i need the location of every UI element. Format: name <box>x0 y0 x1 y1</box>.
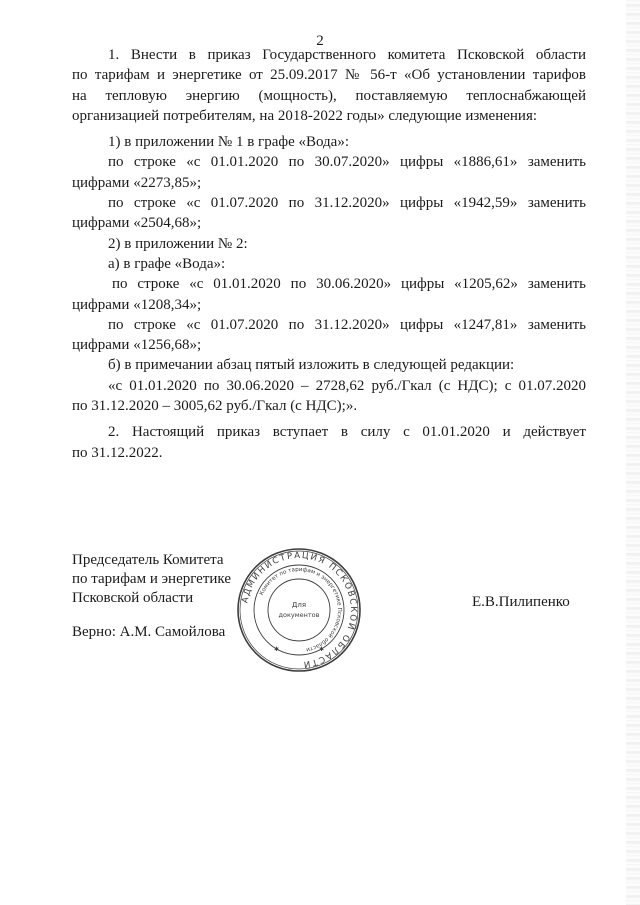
text-line: 1. Внести в приказ Государственного комитета Псковской области <box>108 47 586 63</box>
signer-name: Е.В.Пилипенко <box>472 594 570 610</box>
stamp-star-icon: ✱ <box>319 647 325 653</box>
text-line: цифрами «1208,34»; <box>72 296 202 313</box>
text-line: по строке «с 01.01.2020 по 30.07.2020» цифры «1886,61» заменить <box>108 154 586 171</box>
document-body <box>72 45 586 463</box>
stamp-star-icon: ✱ <box>274 647 280 653</box>
text-line: 2) в приложении № 2: <box>108 235 248 252</box>
text-line: 1) в приложении № 1 в графе «Вода»: <box>108 134 350 151</box>
text-line: «с 01.01.2020 по 30.06.2020 – 2728,62 руб./Гкал (с НДС); с 01.07.2020 <box>108 377 586 394</box>
signer-title-line: по тарифам и энергетике <box>72 571 231 587</box>
text-line: цифрами «2273,85»; <box>72 174 202 191</box>
text-line: по 31.12.2022. <box>72 444 163 461</box>
text-line: по строке «с 01.07.2020 по 31.12.2020» цифры «1247,81» заменить <box>108 316 586 333</box>
text-line: организацией потребителям, на 2018-2022 годы» следующие изменения: <box>72 107 538 124</box>
verno-line: Верно: А.М. Самойлова <box>72 624 226 640</box>
signer-title <box>72 551 231 608</box>
text-line: а) в графе «Вода»: <box>108 255 226 272</box>
text-line: 2. Настоящий приказ вступает в силу с 01.01.2020 и действует <box>108 424 586 441</box>
text-line: по тарифам и энергетике от 25.09.2017 № 56-т «Об установлении тарифов <box>72 67 586 84</box>
text-line: цифрами «2504,68»; <box>72 215 202 232</box>
stamp-center-line: документов <box>278 611 320 619</box>
stamp-outer-text: АДМИНИСТРАЦИЯ ПСКОВСКОЙ ОБЛАСТИ <box>240 550 359 670</box>
official-seal-stamp <box>236 547 362 673</box>
scan-edge-artifact <box>626 0 640 905</box>
signer-title-line: Председатель Комитета <box>72 552 224 568</box>
signer-title-line: Псковской области <box>72 590 194 606</box>
text-line: по 31.12.2020 – 3005,62 руб./Гкал (с НДС);». <box>72 398 358 415</box>
text-line: б) в примечании абзац пятый изложить в следующей редакции: <box>108 357 515 374</box>
text-line: по строке «с 01.07.2020 по 31.12.2020» цифры «1942,59» заменить <box>108 195 586 212</box>
text-line: по строке «с 01.01.2020 по 30.06.2020» цифры «1205,62» заменить <box>112 276 586 293</box>
stamp-center-line: Для <box>291 601 307 609</box>
page-number: 2 <box>316 33 324 49</box>
text-line: цифрами «1256,68»; <box>72 337 202 354</box>
stamp-inner-text: Комитет по тарифам и энергетике Псковской области <box>259 566 343 653</box>
text-line: на тепловую энергию (мощность), поставляемую теплоснабжающей <box>72 87 586 104</box>
